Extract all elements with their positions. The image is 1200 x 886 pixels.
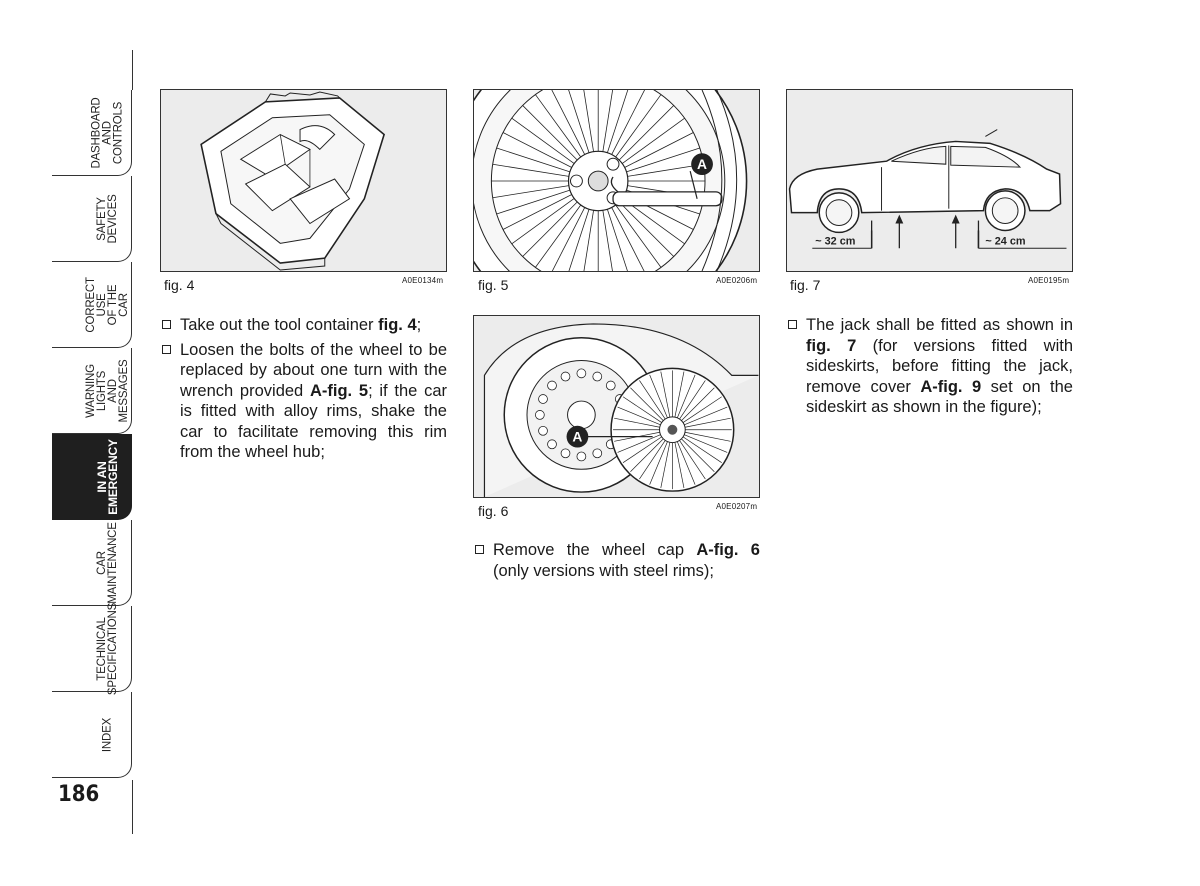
rim-vent-hole bbox=[593, 372, 602, 381]
tool-container-illustration bbox=[161, 90, 446, 271]
tab-divider-line bbox=[132, 50, 133, 90]
figure-7-code: A0E0195m bbox=[1028, 276, 1070, 285]
tab-label: INDEX bbox=[101, 717, 114, 752]
tab-in-an-emergency[interactable] bbox=[52, 434, 132, 520]
tab-label: CORRECT USE OF THE CAR bbox=[85, 276, 130, 333]
figure-4-caption: fig. 4 bbox=[164, 277, 195, 293]
rear-distance-label: ~ 24 cm bbox=[985, 235, 1026, 248]
tab-label: TECHNICAL SPECIFICATIONS bbox=[96, 602, 119, 695]
tab-correct-use[interactable] bbox=[52, 262, 132, 348]
tab-safety-devices[interactable] bbox=[52, 176, 132, 262]
instruction-step: Remove the wheel cap A-fig. 6 (only versions with steel rims); bbox=[473, 540, 760, 581]
rim-vent-hole bbox=[548, 440, 557, 449]
figure-6-code: A0E0207m bbox=[716, 502, 758, 511]
figure-reference: A-fig. 9 bbox=[920, 377, 982, 396]
rim-vent-hole bbox=[539, 395, 548, 404]
figure-5-code: A0E0206m bbox=[716, 276, 758, 285]
figure-5-wheel-wrench bbox=[473, 89, 760, 272]
rim-vent-hole bbox=[593, 449, 602, 458]
wheel-cap-illustration bbox=[474, 316, 759, 497]
figure-5-caption: fig. 5 bbox=[478, 277, 509, 293]
marker-a-label: A bbox=[697, 156, 708, 173]
figure-6-caption: fig. 6 bbox=[478, 503, 509, 519]
rim-vent-hole bbox=[577, 369, 586, 378]
instructions-column-3 bbox=[786, 315, 1073, 422]
figure-reference: fig. 4 bbox=[378, 316, 417, 334]
tab-label: WARNING LIGHTS AND MESSAGES bbox=[85, 359, 130, 422]
tab-label: DASHBOARD AND CONTROLS bbox=[90, 96, 125, 169]
instruction-step: Take out the tool container fig. 4; bbox=[160, 315, 447, 336]
chapter-tab-index bbox=[52, 50, 134, 840]
rim-vent-hole bbox=[606, 381, 615, 390]
margin-line bbox=[132, 780, 133, 834]
rim-vent-hole bbox=[548, 381, 557, 390]
front-distance-label: ~ 32 cm bbox=[815, 235, 856, 248]
car-side-illustration bbox=[787, 90, 1072, 271]
instructions-column-2 bbox=[473, 540, 760, 585]
instruction-step: The jack shall be fitted as shown in fig. 7 (for versions fitted with sideskirts, before fitting the jack, remove cover A-fig. 9 set on the sideskirt as shown in the figure); bbox=[786, 315, 1073, 418]
marker-a-label: A bbox=[572, 428, 583, 445]
figure-4-code: A0E0134m bbox=[402, 276, 444, 285]
instruction-step: Loosen the bolts of the wheel to be replaced by about one turn with the wrench provided A-fig. 5; if the car is fitted with alloy rims, shake the car to facilitate removing this rim from the wheel hub; bbox=[160, 340, 447, 463]
figure-reference: fig. 7 bbox=[806, 336, 857, 355]
rim-vent-hole bbox=[535, 410, 544, 419]
tab-index[interactable] bbox=[52, 692, 132, 778]
tab-label: IN AN EMERGENCY bbox=[95, 438, 120, 515]
figure-reference: A-fig. 6 bbox=[696, 541, 760, 559]
rim-vent-hole bbox=[561, 449, 570, 458]
page-number: 186 bbox=[58, 782, 100, 807]
tab-car-maintenance[interactable] bbox=[52, 520, 132, 606]
tab-technical-specifications[interactable] bbox=[52, 602, 132, 695]
rim-vent-hole bbox=[577, 452, 586, 461]
figure-4-tool-container bbox=[160, 89, 447, 272]
tab-label: CAR MAINTENANCE bbox=[96, 521, 119, 604]
rim-vent-hole bbox=[561, 372, 570, 381]
tab-label: SAFETY DEVICES bbox=[96, 193, 119, 244]
figure-7-jack-points bbox=[786, 89, 1073, 272]
figure-7-caption: fig. 7 bbox=[790, 277, 821, 293]
tab-dashboard-and-controls[interactable] bbox=[52, 90, 132, 176]
tab-warning-lights[interactable] bbox=[52, 348, 132, 434]
figure-6-wheel-cap bbox=[473, 315, 760, 498]
figure-reference: A-fig. 5 bbox=[309, 381, 369, 400]
instructions-column-1 bbox=[160, 315, 447, 467]
rim-vent-hole bbox=[539, 426, 548, 435]
alloy-wheel-illustration bbox=[474, 90, 759, 271]
